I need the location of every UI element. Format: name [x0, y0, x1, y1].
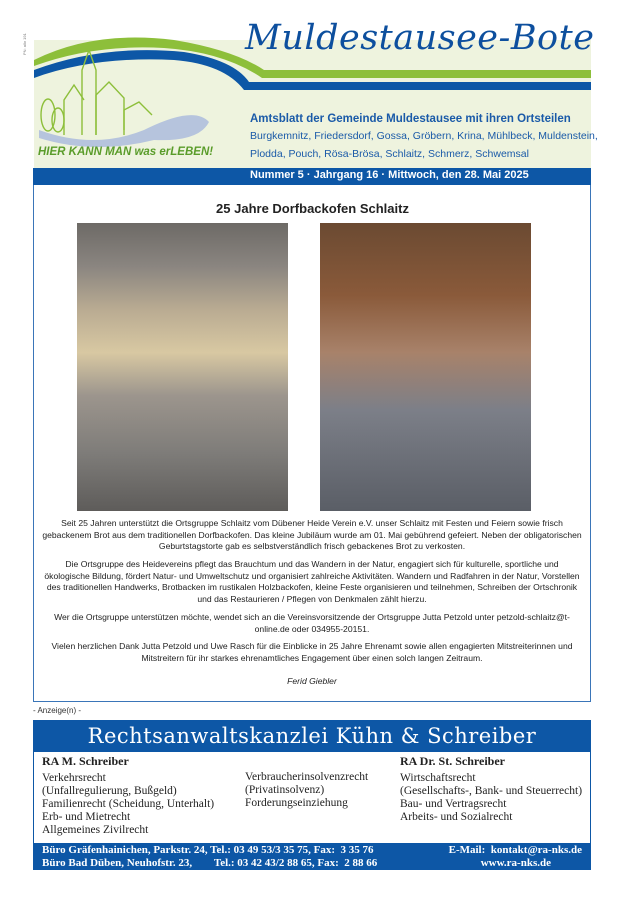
article-paragraph: Seit 25 Jahren unterstützt die Ortsgruppe Schlaitz vom Dübener Heide Verein e.V. unser Schlaitz mit Festen und Feiern sowie frisch gebackenem Brot aus dem traditionellen Dorfbackofen. Das kleine Jubiläum wurde am 01. Mai gebührend gefeiert. Neben der obligatorischen Geburtstagstorte gab es selbstverständlich frisch gebackenes Brot zu verkosten. [42, 518, 582, 551]
practice-area: Bau- und Vertragsrecht [400, 798, 507, 810]
slogan: HIER KANN MAN was erLEBEN! [38, 146, 214, 158]
lawyer-name: RA M. Schreiber [42, 754, 129, 768]
office-2: Büro Bad Düben, Neuhofstr. 23, Tel.: 03 42 43/2 88 65, Fax: 2 88 66 [42, 857, 378, 869]
lawyer-name: RA Dr. St. Schreiber [400, 754, 505, 768]
places-line-1: Burgkemnitz, Friedersdorf, Gossa, Gröbern, Krina, Mühlbeck, Muldenstein, [250, 130, 598, 142]
practice-area: Allgemeines Zivilrecht [42, 824, 149, 836]
places-line-2: Plodda, Pouch, Rösa-Brösa, Schlaitz, Schmerz, Schwemsal [250, 148, 529, 160]
ad-label: - Anzeige(n) - [33, 706, 82, 715]
practice-area: Wirtschaftsrecht [400, 772, 476, 784]
newspaper-title: Muldestausee-Bote [245, 18, 595, 58]
subtitle: Amtsblatt der Gemeinde Muldestausee mit ihren Ortsteilen [250, 113, 571, 125]
article-paragraph: Wer die Ortsgruppe unterstützen möchte, wendet sich an die Vereinsvorsitzende der Ortsgruppe Jutta Petzold unter petzold-schlaitz@t-online.de oder 034955-20151. [54, 612, 570, 634]
office-1: Büro Gräfenhainichen, Parkstr. 24, Tel.: 03 49 53/3 35 75, Fax: 3 35 76 [42, 844, 374, 856]
article-paragraph: Die Ortsgruppe des Heidevereins pflegt das Brauchtum und das Wandern in der Natur, engagiert sich für kulturelle, sportliche und ökologische Bildung, fördert Natur- und Umweltschutz und organisiert zahlreiche Aktivitäten. Wandern und Radfahren in der Natur, Vorstellen des traditionellen Handwerks, Brotbacken im rustikalen Holzbackofen, kleine Feste organisieren und teilnehmen, Schreiben der Ortschronik und das Restaurieren / Pflegen von Denkmalen zählt hierzu. [44, 559, 580, 604]
ad-contact-band [33, 843, 591, 870]
ad-column-2 [245, 771, 368, 810]
practice-area: Verbraucherinsolvenzrecht [245, 771, 369, 783]
print-code: PN: allo 191 [22, 33, 27, 55]
ad-title: Rechtsanwaltskanzlei Kühn & Schreiber [33, 720, 591, 752]
article-headline: 25 Jahre Dorfbackofen Schlaitz [216, 201, 409, 216]
photo-bread-oven [77, 223, 288, 511]
practice-area: Erb- und Mietrecht [42, 811, 131, 823]
ad-column-1 [42, 755, 214, 837]
practice-area: (Privatinsolvenz) [245, 784, 325, 796]
article-author: Ferid Giebler [287, 676, 337, 686]
ad-website[interactable]: www.ra-nks.de [480, 857, 551, 869]
practice-area: Familienrecht (Scheidung, Unterhalt) [42, 798, 215, 810]
practice-area: Verkehrsrecht [42, 772, 106, 784]
practice-area: (Unfallregulierung, Bußgeld) [42, 785, 177, 797]
article-paragraph: Vielen herzlichen Dank Jutta Petzold und Uwe Rasch für die Einblicke in 25 Jahre Ehrenamt sowie allen engagierten Mitstreiterinnen und Mitstreitern für ihr starkes ehrenamtliches Engagement über einen solch langen Zeitraum. [51, 641, 573, 663]
practice-area: (Gesellschafts-, Bank- und Steuerrecht) [400, 785, 583, 797]
issue-info: Nummer 5 · Jahrgang 16 · Mittwoch, den 28. Mai 2025 [250, 169, 529, 181]
photo-group-at-oven [320, 223, 531, 511]
ad-email[interactable]: E-Mail: kontakt@ra-nks.de [448, 844, 582, 856]
ad-column-3 [400, 755, 582, 824]
practice-area: Arbeits- und Sozialrecht [400, 811, 513, 823]
practice-area: Forderungseinziehung [245, 797, 348, 809]
